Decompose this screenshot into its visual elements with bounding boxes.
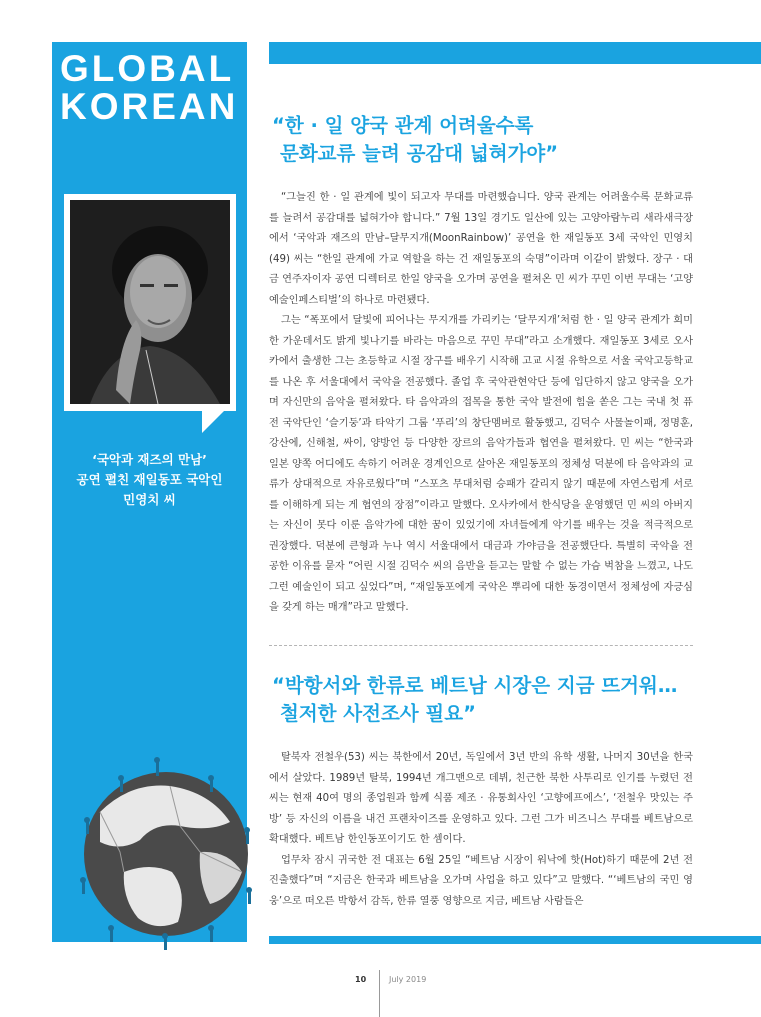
speech-tail xyxy=(202,411,224,433)
headline-1-line-1: “한 · 일 양국 관계 어려울수록 xyxy=(272,114,534,137)
page-number: 10 xyxy=(355,975,367,984)
headline-2-line-1: “박항서와 한류로 베트남 시장은 지금 뜨거워… xyxy=(272,674,678,697)
caption-line-2: 공연 펼친 재일동포 국악인 xyxy=(76,472,223,487)
sidebar xyxy=(52,42,247,942)
top-accent-bar xyxy=(269,42,761,64)
globe-illustration xyxy=(60,722,260,952)
portrait-photo-icon xyxy=(70,200,230,404)
issue-date: July 2019 xyxy=(389,975,427,984)
photo-caption xyxy=(52,450,247,510)
article-1-headline xyxy=(272,112,742,168)
headline-2-line-2: 철저한 사전조사 필요” xyxy=(280,702,476,725)
article-1-paragraph-1: “그늘진 한 · 일 관계에 빛이 되고자 무대를 마련했습니다. 양국 관계는 어려울수록 문화교류를 늘려서 공감대를 넓혀가야 합니다.” 7월 13일 경기도 일산에 있는 고양아람누리 새라새극장에서 ‘국악과 재즈의 만남–달무지개(MoonRainbow)’ 공연을 한 재일동포 3세 국악인 민영치(49) 씨는 “한일 관계에 가교 역할을 하는 건 재일동포의 숙명”이라며 이같이 밝혔다. 장구 · 대금 연주자이자 공연 디렉터로 한일 양국을 오가며 공연을 펼쳐온 민 씨가 꾸민 이번 무대는 ‘고양예술인페스티벌’의 하나로 마련됐다. xyxy=(269,192,693,306)
brand-line-2: KOREAN xyxy=(60,86,239,127)
headline-1-line-2: 문화교류 늘려 공감대 넓혀가야” xyxy=(280,142,559,165)
portrait-frame xyxy=(64,194,236,411)
brand-title xyxy=(60,50,245,126)
portrait-photo xyxy=(70,200,230,404)
article-1-paragraph-2: 그는 “폭포에서 달빛에 피어나는 무지개를 가리키는 ‘달무지개’처럼 한 · 일 양국 관계가 희미한 가운데서도 밝게 빛나기를 바라는 마음으로 꾸민 무대”라고 소개했다. 재일동포 3세로 오사카에서 출생한 그는 초등학교 시절 장구를 배우기 시작해 고교 시절 유학으로 서울 국악고등학교를 나온 후 서울대에서 국악을 전공했다. 졸업 후 국악관현악단 등에 입단하지 않고 양국을 오가며 자신만의 음악을 펼쳐왔다. 타 음악과의 접목을 통한 국악 발전에 힘을 쏟은 그는 국내 첫 퓨전 국악단인 ‘슬기둥’과 타악기 그룹 ‘푸리’의 창단멤버로 활동했고, 김덕수 사물놀이패, 정명훈, 강산에, 신해철, 싸이, 양방언 등 다양한 장르의 음악가들과 협연을 펼쳐왔다. 민 씨는 “한국과 일본 양쪽 어디에도 속하기 어려운 경계인으로 살아온 재일동포의 정체성 덕분에 타 음악과의 교류가 상대적으로 자유로웠다”며 “스포츠 무대처럼 승패가 갈리지 않기 때문에 자연스럽게 서로를 이해하게 되는 게 협연의 장점”이라고 말했다. 오사카에서 한식당을 운영했던 민 씨의 아버지는 자신이 못다 이룬 음악가에 대한 꿈이 있었기에 자녀들에게 악기를 배우는 것을 적극적으로 권장했다. 덕분에 큰형과 누나 역시 서울대에서 대금과 가야금을 전공했단다. 특별히 국악을 전공한 이유를 묻자 “어린 시절 김덕수 씨의 음반을 듣고는 말할 수 없는 가슴 벅참을 느꼈고, 나도 그런 예술인이 되고 싶었다”며, “재일동포에게 국악은 뿌리에 대한 동경이면서 정체성에 자긍심을 갖게 하는 매개”라고 말했다. xyxy=(269,315,693,613)
caption-line-1: ‘국악과 재즈의 만남’ xyxy=(92,452,207,467)
article-2-body xyxy=(269,748,693,912)
article-2-paragraph-1: 탈북자 전철우(53) 씨는 북한에서 20년, 독일에서 3년 반의 유학 생활, 나머지 30년을 한국에서 살았다. 1989년 탈북, 1994년 개그맨으로 데뷔, 친근한 북한 사투리로 인기를 누렸던 전 씨는 현재 40여 명의 종업원과 함께 식품 제조 · 유통회사인 ‘고향에프에스’, ‘전철우 맛있는 주방’ 등 자신의 이름을 내건 프랜차이즈를 운영하고 있다. 그런 그가 비즈니스 무대를 베트남으로 확대했다. 베트남 한인동포이기도 한 셈이다. xyxy=(269,752,693,845)
brand-line-1: GLOBAL xyxy=(60,48,235,89)
globe-icon xyxy=(60,722,260,952)
article-1-body xyxy=(269,188,693,619)
bottom-accent-bar xyxy=(269,936,761,944)
caption-line-3: 민영치 씨 xyxy=(123,492,176,507)
article-2-headline xyxy=(272,672,742,728)
section-divider xyxy=(269,645,693,646)
footer-divider xyxy=(379,970,380,1017)
article-2-paragraph-2: 업무차 잠시 귀국한 전 대표는 6월 25일 “베트남 시장이 워낙에 핫(Hot)하기 때문에 2년 전 진출했다”며 “지금은 한국과 베트남을 오가며 사업을 하고 있다”고 말했다. “‘베트남의 국민 영웅’으로 떠오른 박항서 감독, 한류 열풍 영향으로 지금, 베트남 사람들은 xyxy=(269,854,693,907)
